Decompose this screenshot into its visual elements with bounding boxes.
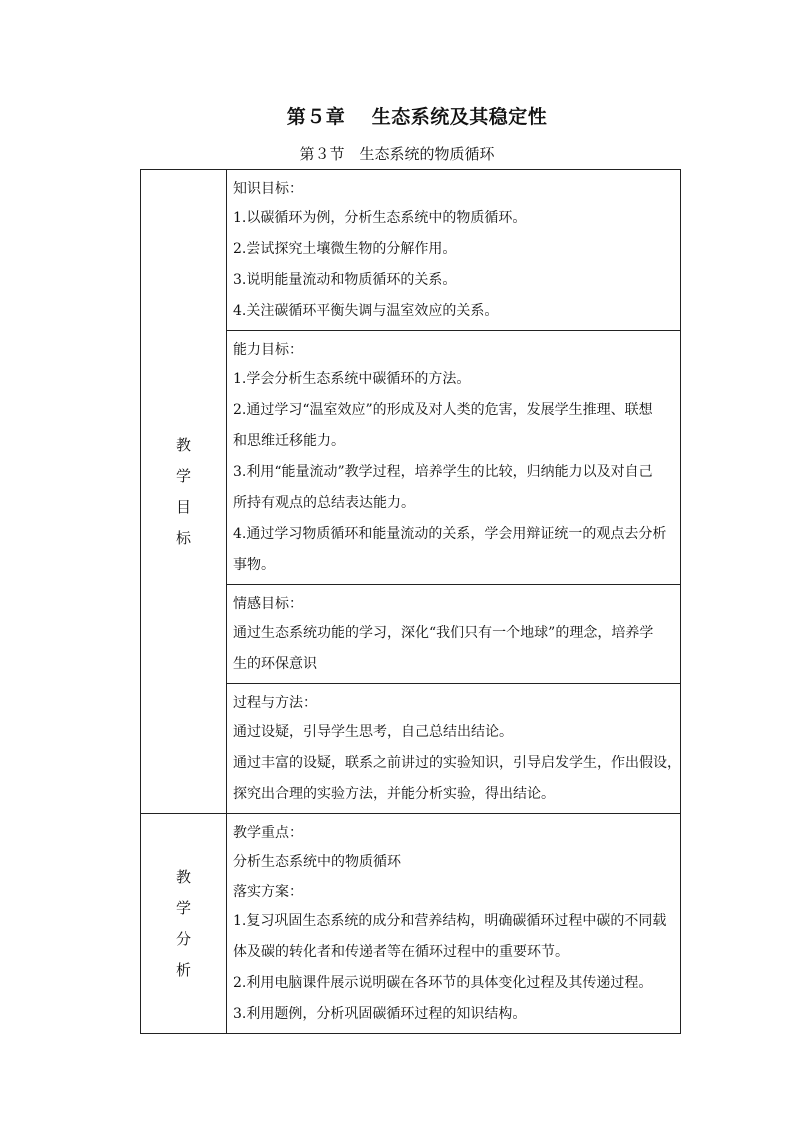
label-char: 目 — [175, 497, 191, 516]
knowledge-goals-heading: 知识目标： — [233, 181, 303, 197]
teaching-analysis-label-cell — [141, 814, 227, 1034]
list-item: 通过生态系统功能的学习，深化“我们只有一个地球”的理念，培养学 — [233, 625, 654, 641]
list-item: 1.复习巩固生态系统的成分和营养结构，明确碳循环过程中碳的不同载 — [233, 913, 667, 929]
lesson-plan-table — [140, 169, 681, 1034]
label-char: 教 — [175, 867, 191, 886]
chapter-title: 第５章 生态系统及其稳定性 — [286, 106, 548, 128]
list-item: 通过设疑，引导学生思考，自己总结出结论。 — [233, 724, 513, 740]
table-row — [141, 814, 681, 1034]
teaching-goals-label-cell — [141, 170, 227, 814]
list-item: 3.说明能量流动和物质循环的关系。 — [233, 272, 457, 288]
process-method-cell — [227, 684, 681, 814]
label-char: 学 — [175, 898, 191, 917]
list-item: 探究出合理的实验方法，并能分析实验，得出结论。 — [233, 786, 555, 802]
list-item: 1.学会分析生态系统中碳循环的方法。 — [233, 371, 471, 387]
list-item: 3.利用“能量流动”教学过程，培养学生的比较，归纳能力以及对自己 — [233, 464, 653, 480]
knowledge-goals-cell — [227, 170, 681, 331]
list-item: 通过丰富的设疑，联系之前讲过的实验知识，引导启发学生，作出假设， — [233, 755, 681, 771]
label-char: 析 — [175, 960, 191, 979]
list-item: 体及碳的转化者和传递者等在循环过程中的重要环节。 — [233, 944, 569, 960]
label-char: 标 — [175, 528, 191, 547]
list-item: 4.通过学习物质循环和能量流动的关系，学会用辩证统一的观点去分析 — [233, 526, 667, 542]
list-item: 事物。 — [233, 557, 275, 573]
teaching-analysis-label — [141, 862, 226, 986]
label-char: 教 — [175, 435, 191, 454]
list-item: 4.关注碳循环平衡失调与温室效应的关系。 — [233, 303, 499, 319]
emotion-goals-heading: 情感目标： — [233, 596, 303, 612]
list-item: 3.利用题例，分析巩固碳循环过程的知识结构。 — [233, 1006, 527, 1022]
teaching-goals-label — [141, 430, 226, 554]
list-item: 2.尝试探究土壤微生物的分解作用。 — [233, 241, 457, 257]
process-method-heading: 过程与方法： — [233, 695, 317, 711]
label-char: 学 — [175, 466, 191, 485]
list-item: 生的环保意识 — [233, 656, 317, 672]
list-item: 2.通过学习“温室效应”的形成及对人类的危害，发展学生推理、联想 — [233, 402, 653, 418]
table-row — [141, 170, 681, 331]
key-point-heading: 教学重点： — [233, 825, 303, 841]
section-subtitle: 第３节 生态系统的物质循环 — [299, 145, 495, 163]
teaching-analysis-cell — [227, 814, 681, 1034]
ability-goals-cell — [227, 331, 681, 585]
list-item: 2.利用电脑课件展示说明碳在各环节的具体变化过程及其传递过程。 — [233, 975, 653, 991]
ability-goals-heading: 能力目标： — [233, 342, 303, 358]
list-item: 1.以碳循环为例，分析生态系统中的物质循环。 — [233, 210, 527, 226]
list-item: 和思维迁移能力。 — [233, 433, 345, 449]
key-point-text: 分析生态系统中的物质循环 — [233, 854, 401, 870]
plan-heading: 落实方案： — [233, 884, 303, 900]
list-item: 所持有观点的总结表达能力。 — [233, 495, 415, 511]
emotion-goals-cell — [227, 585, 681, 684]
label-char: 分 — [175, 929, 191, 948]
